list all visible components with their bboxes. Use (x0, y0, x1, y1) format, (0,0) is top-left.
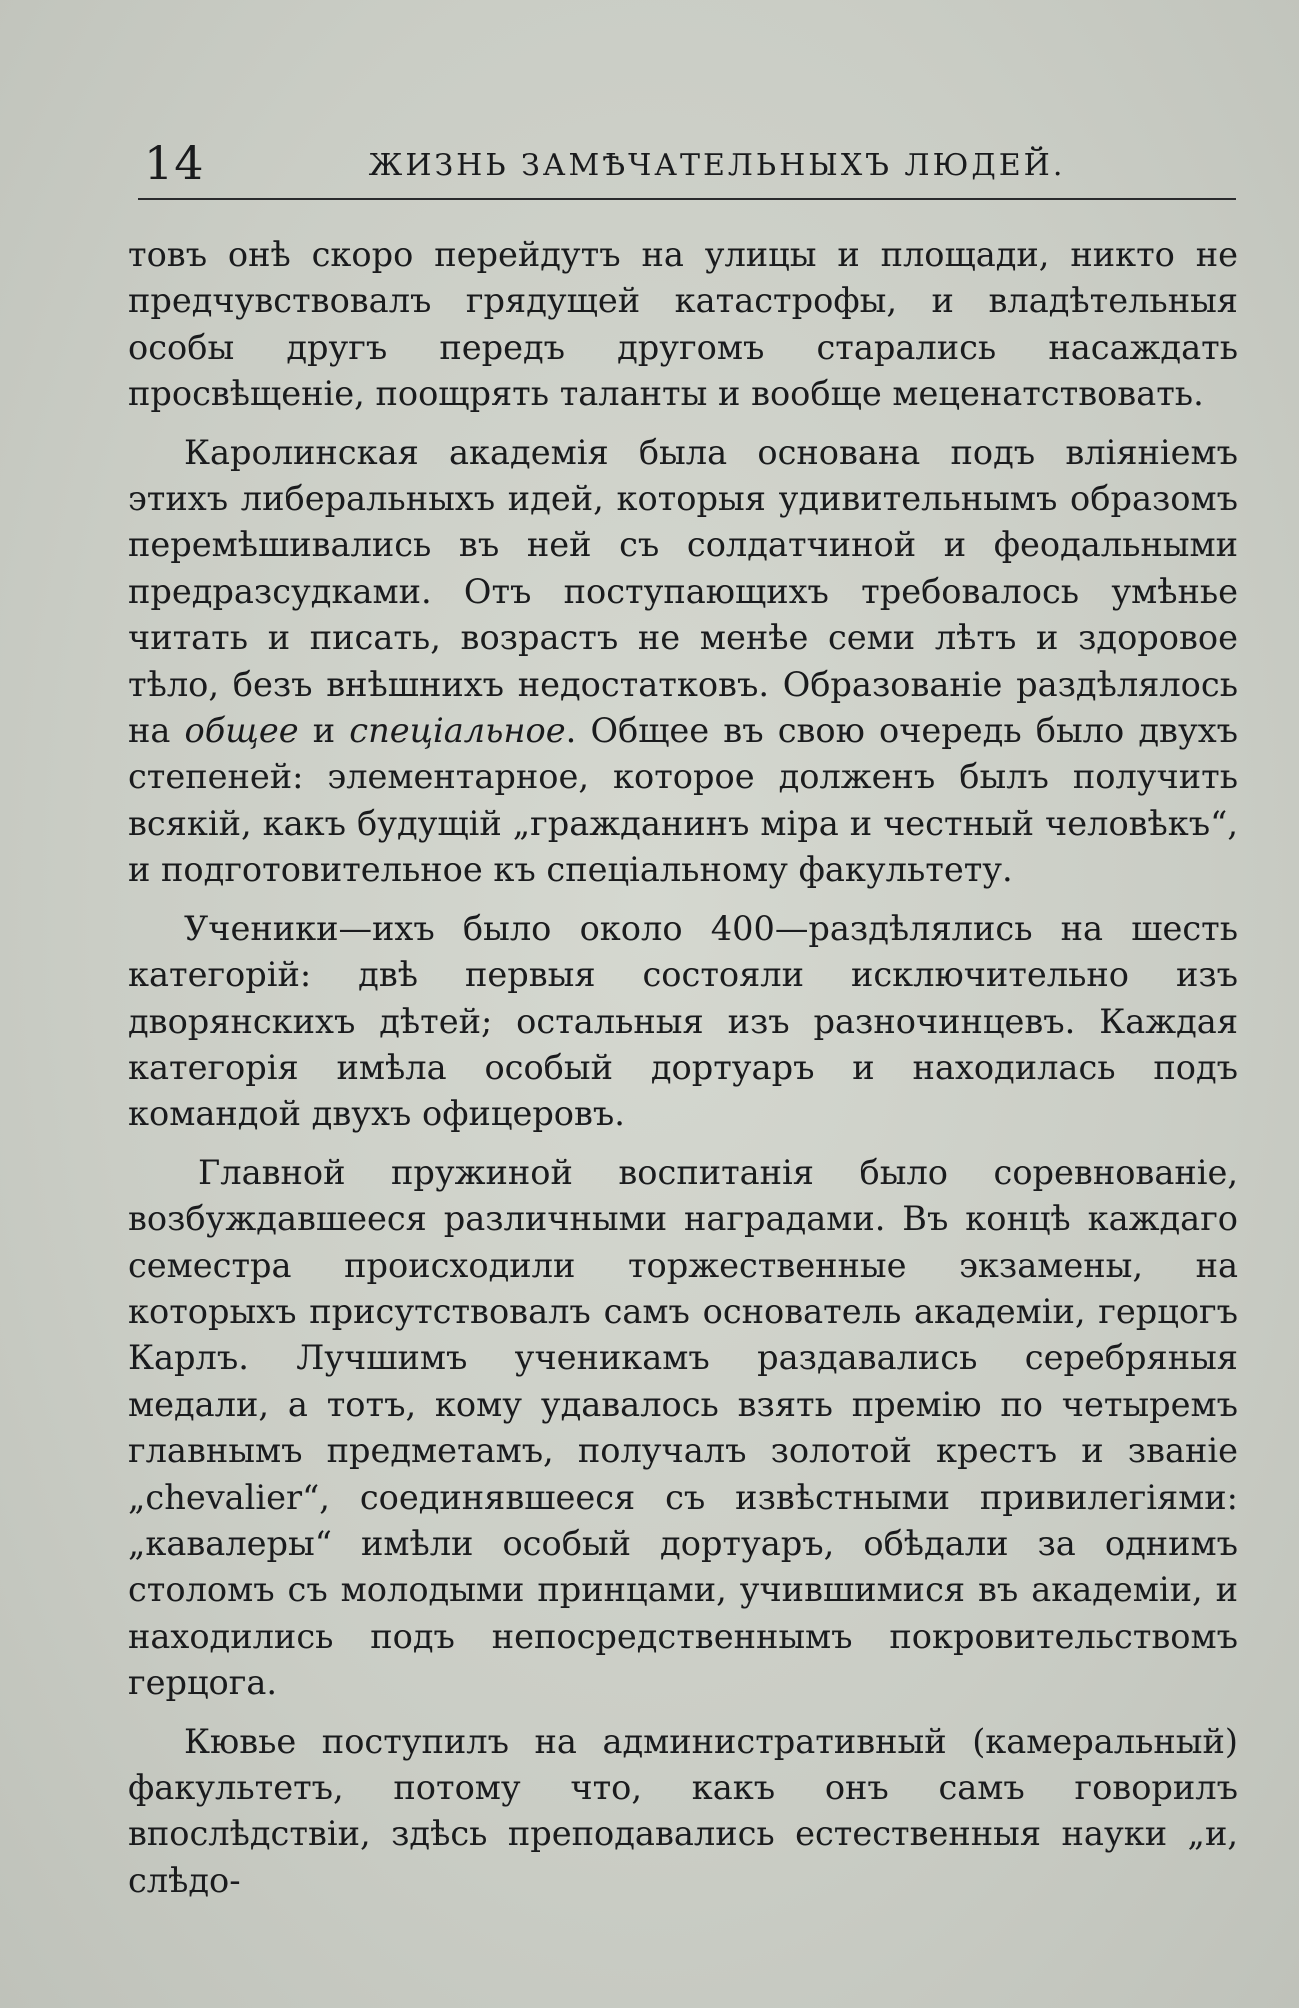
page-number: 14 (144, 136, 205, 190)
paragraph-4: Главной пружиной воспитанія было соревнованіе, возбуждавшееся различными наградами. Въ концѣ каждаго семестра происходили торжественные экзамены, на которыхъ присутствовалъ самъ основатель академіи, герцогъ Карлъ. Лучшимъ ученикамъ раздавались серебряныя медали, а тотъ, кому удавалось взять премію по четыремъ главнымъ предметамъ, получалъ золотой крестъ и званіе „chevalier“, соединявшееся съ извѣстными привилегіями: „кавалеры“ имѣли особый дортуаръ, обѣдали за однимъ столомъ съ молодыми принцами, учившимися въ академіи, и находились подъ непосредственнымъ покровительствомъ герцога. (128, 1152, 1238, 1703)
paragraph-3: Ученики—ихъ было около 400—раздѣлялись на шесть категорій: двѣ первыя состояли исключительно изъ дворянскихъ дѣтей; остальныя изъ разночинцевъ. Каждая категорія имѣла особый дортуаръ и находилась подъ командой двухъ офицеровъ. (128, 908, 1238, 1134)
paragraph-2-conjunction: и (298, 711, 350, 751)
paragraph-2-tail: . Общее въ свою очередь было двухъ степеней: элементарное, которое долженъ былъ получить всякій, какъ будущій „гражданинъ міра и честный человѣкъ“, и подготовительное къ спеціальному факультету. (128, 711, 1238, 890)
running-head: ЖИЗНЬ ЗАМѢЧАТЕЛЬНЫХЪ ЛЮДЕЙ. (368, 148, 1066, 183)
paragraph-2 (128, 430, 1238, 894)
italic-term-general: общее (184, 711, 299, 751)
page-header (138, 128, 1236, 188)
paragraph-1: товъ онѣ скоро перейдутъ на улицы и площади, никто не предчувствовалъ грядущей катастрофы, и владѣтельныя особы другъ передъ другомъ старались насаждать просвѣщеніе, поощрять таланты и вообще меценатствовать. (128, 235, 1238, 414)
italic-term-special: спеціальное (349, 711, 566, 751)
paragraph-2-text: Каролинская академія была основана подъ вліяніемъ этихъ либеральныхъ идей, которыя удивительнымъ образомъ перемѣшивались въ ней съ солдатчиной и феодальными предразсудками. Отъ поступающихъ требовалось умѣнье читать и писать, возрастъ не менѣе семи лѣтъ и здоровое тѣло, безъ внѣшнихъ недостатковъ. Образованіе раздѣлялось на (128, 432, 1238, 751)
paragraph-5: Кювье поступилъ на административный (камеральный) факультетъ, потому что, какъ онъ самъ говорилъ впослѣдствіи, здѣсь преподавались естественныя науки „и, слѣдо- (128, 1721, 1238, 1900)
body-text (128, 232, 1238, 1916)
header-rule (138, 198, 1236, 200)
